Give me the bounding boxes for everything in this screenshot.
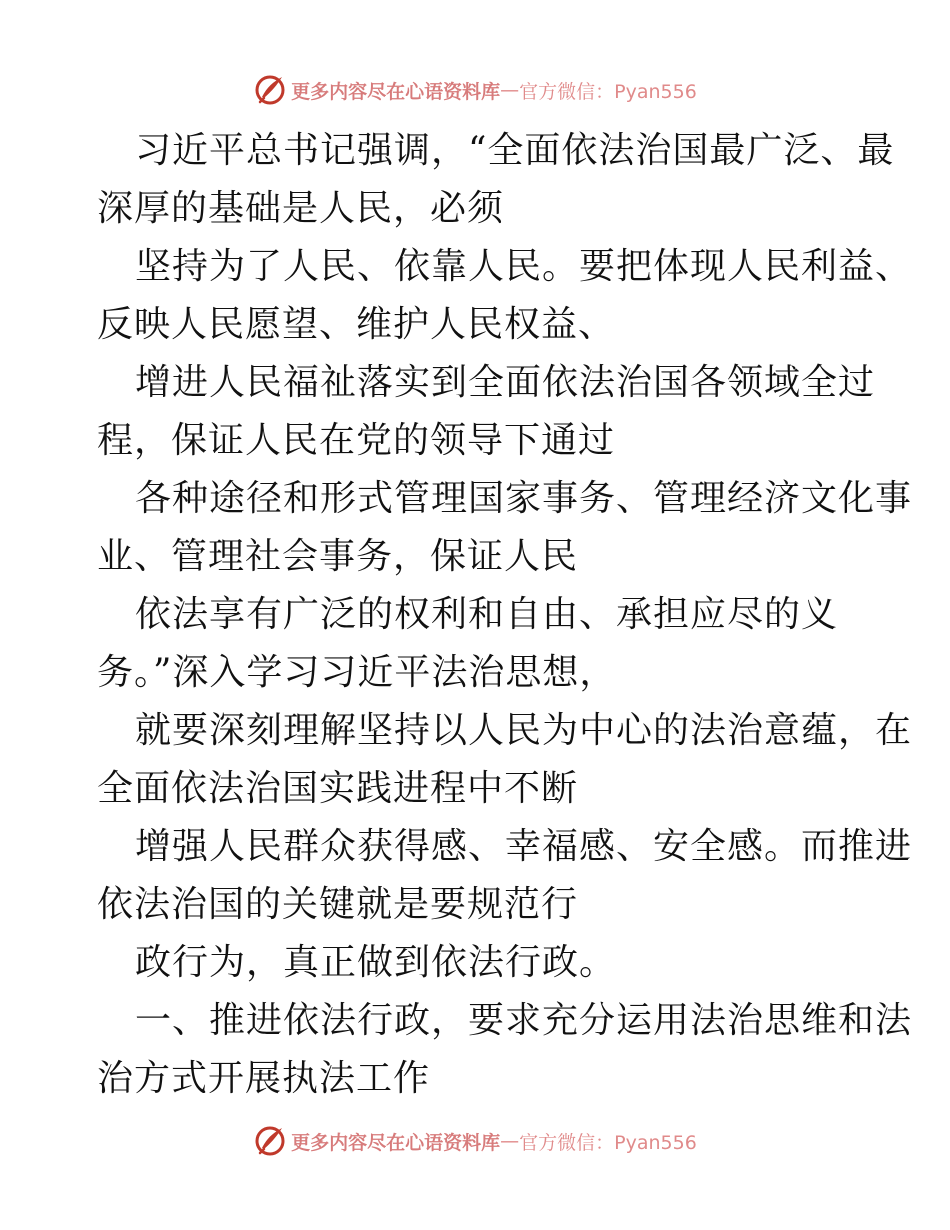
- paragraph-line: 务。”深入学习习近平法治思想，: [97, 652, 617, 693]
- paragraph-line: 依法享有广泛的权利和自由、承担应尽的义: [135, 594, 839, 635]
- banner-main-text: 更多内容尽在心语资料库: [291, 80, 501, 103]
- paragraph-line: 坚持为了人民、依靠人民。要把体现人民利益、: [135, 246, 913, 287]
- footer-watermark-banner: [0, 1121, 950, 1161]
- paragraph-line: 增强人民群众获得感、幸福感、安全感。而推进: [135, 826, 913, 867]
- section-heading-line: 一、推进依法行政，要求充分运用法治思维和法: [135, 1000, 913, 1041]
- paragraph-line: 全面依法治国实践进程中不断: [97, 768, 579, 809]
- paragraph-line: 政行为，真正做到依法行政。: [135, 942, 617, 983]
- paragraph-line: 增进人民福祉落实到全面依法治国各领域全过: [135, 362, 876, 403]
- quill-logo-icon: [253, 73, 287, 107]
- document-body: [97, 122, 913, 1108]
- banner-wechat-text: 官方微信：Pyan556: [519, 80, 697, 103]
- paragraph-line: 程，保证人民在党的领导下通过: [97, 420, 616, 461]
- paragraph-line: 依法治国的关键就是要规范行: [97, 884, 579, 925]
- banner-wechat-text: 官方微信：Pyan556: [519, 1131, 697, 1154]
- paragraph-line: 深厚的基础是人民，必须: [97, 188, 505, 229]
- paragraph-line: 各种途径和形式管理国家事务、管理经济文化事: [135, 478, 913, 519]
- paragraph-line: 就要深刻理解坚持以人民为中心的法治意蕴，在: [135, 710, 913, 751]
- banner-dash: —: [500, 1130, 520, 1152]
- banner-dash: —: [500, 79, 520, 101]
- paragraph-line: 业、管理社会事务，保证人民: [97, 536, 579, 577]
- paragraph-line: 反映人民愿望、维护人民权益、: [97, 304, 616, 345]
- paragraph-line: 习近平总书记强调，“全面依法治国最广泛、最: [135, 130, 895, 171]
- header-watermark-banner: [0, 70, 950, 110]
- quill-logo-icon: [253, 1124, 287, 1158]
- banner-main-text: 更多内容尽在心语资料库: [291, 1131, 501, 1154]
- section-heading-line: 治方式开展执法工作: [97, 1058, 431, 1099]
